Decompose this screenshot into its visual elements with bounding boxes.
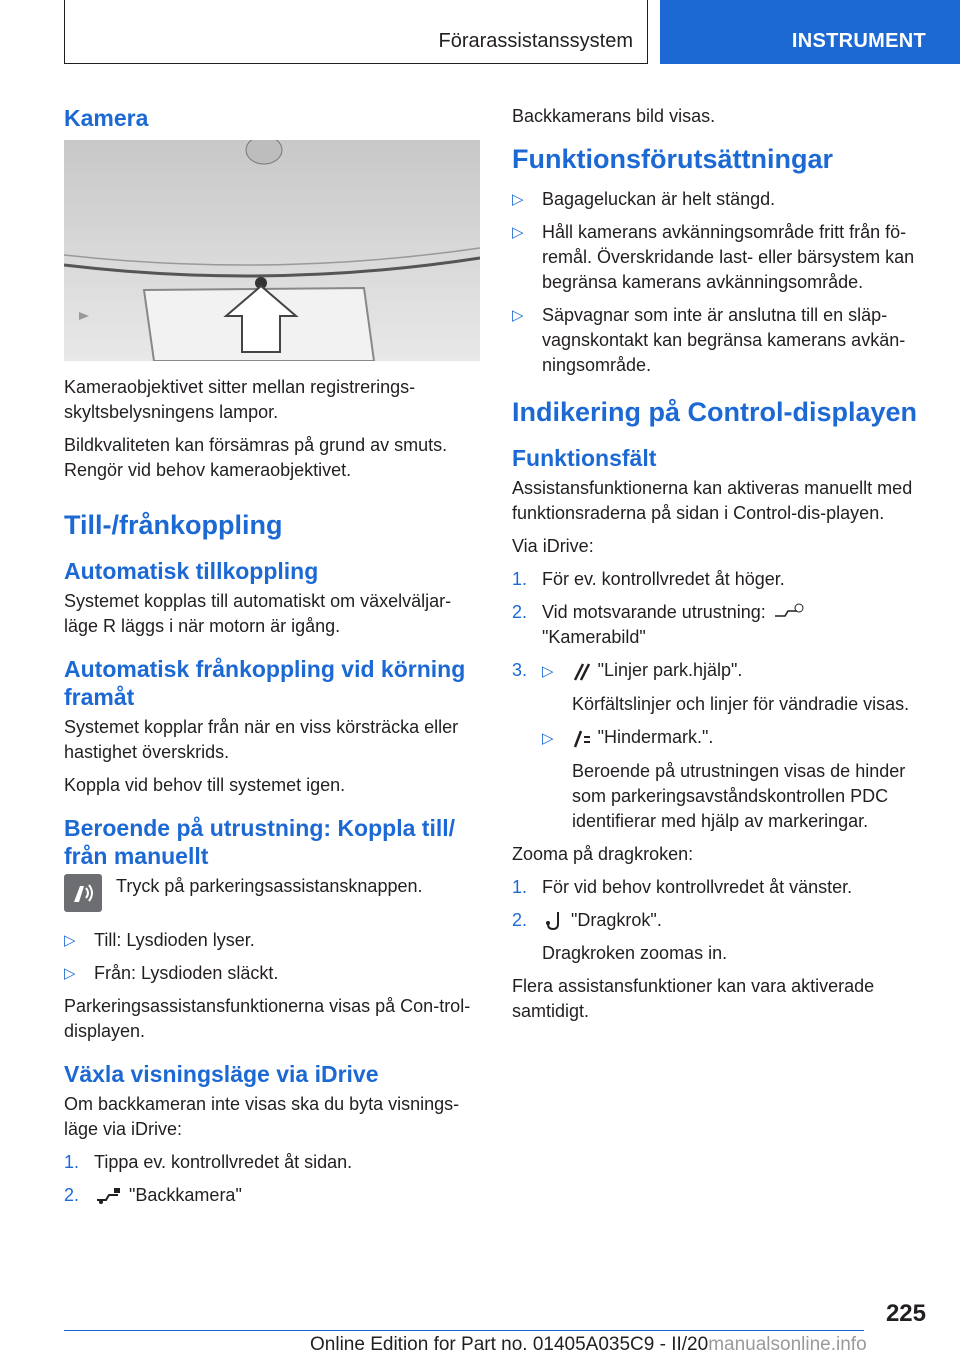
manual-text: Parkeringsassistansfunktionerna visas på Con-trol-displayen. <box>64 996 471 1041</box>
park-assist-button-text: Tryck på parkeringsassistansknappen. <box>116 876 423 896</box>
section-title: Förarassistanssystem <box>438 30 633 52</box>
heading-switch: Växla visningsläge via iDrive <box>64 1061 379 1087</box>
list-item: 3. ▷ "Linjer park.hjälp". Körfältslinjer och linjer för vändradie visas. ▷ "Hindermark.". Beroende på utrustningen visas de hinder som parkeringsavståndskontrollen PDC identifierar med hjälp av markeringar. <box>512 658 932 834</box>
requirements-list <box>512 187 932 378</box>
chapter-title: INSTRUMENT <box>791 30 926 52</box>
header-section-box <box>64 0 648 64</box>
auto-off-text-1: Systemet kopplar från när en viss körsträcka eller hastighet överskrids. <box>64 717 459 762</box>
bullet-icon: ▷ <box>512 307 524 324</box>
bullet-icon: ▷ <box>64 932 76 949</box>
bullet-icon: ▷ <box>512 224 524 241</box>
list-item: ▷ Från: Lysdioden släckt. <box>64 961 480 986</box>
left-column <box>64 100 480 1216</box>
heading-toggle: Till-/frånkoppling <box>64 510 283 540</box>
list-item: 2. Vid motsvarande utrustning: "Kamerabild" <box>512 600 932 650</box>
park-assist-button-row <box>64 874 480 912</box>
list-item: ▷ Bagageluckan är helt stängd. <box>512 187 932 212</box>
tow-hook-icon <box>542 910 566 932</box>
auto-off-text-2: Koppla vid behov till systemet igen. <box>64 775 346 795</box>
heading-auto-on: Automatisk tillkoppling <box>64 558 319 584</box>
tow-hook-description: Dragkroken zoomas in. <box>542 943 728 963</box>
bullet-icon: ▷ <box>542 663 554 680</box>
park-assist-button-icon <box>64 874 102 912</box>
right-column <box>512 100 932 1032</box>
function-field-text: Assistansfunktionerna kan aktiveras manuellt med funktionsraderna på sidan i Control-dis-playen. <box>512 478 913 523</box>
rear-camera-icon <box>94 1186 124 1206</box>
heading-auto-off: Automatisk frånkoppling vid körning framåt <box>64 656 466 710</box>
list-item: 1. För ev. kontrollvredet åt höger. <box>512 569 785 589</box>
list-item: 1. Tippa ev. kontrollvredet åt sidan. <box>64 1152 353 1172</box>
heading-kamera: Kamera <box>64 105 149 131</box>
list-item: ▷ Håll kamerans avkänningsområde fritt från fö-remål. Överskridande last- eller bärsystem kan begränsa kamerans avkänningsområde. <box>512 222 915 292</box>
lines-description: Körfältslinjer och linjer för vändradie visas. <box>572 694 910 714</box>
bullet-icon: ▷ <box>64 965 76 982</box>
idrive-steps <box>512 567 932 834</box>
list-item: 1. För vid behov kontrollvredet åt vänster. <box>512 877 853 897</box>
switch-text: Om backkameran inte visas ska du byta visnings-läge via iDrive: <box>64 1094 460 1139</box>
camera-view-icon <box>771 602 807 624</box>
switch-steps <box>64 1150 480 1208</box>
camera-text-2: Bildkvaliteten kan försämras på grund av smuts. Rengör vid behov kameraobjektivet. <box>64 435 448 480</box>
camera-text-1: Kameraobjektivet sitter mellan registrerings-skyltsbelysningens lampor. <box>64 377 416 422</box>
heading-function-field: Funktionsfält <box>512 445 657 471</box>
auto-on-text: Systemet kopplas till automatiskt om växelväljar-läge R läggs i när motorn är igång. <box>64 591 452 636</box>
camera-location-photo <box>64 140 480 361</box>
heading-manual: Beroende på utrustning: Koppla till/ från manuellt <box>64 815 455 869</box>
parking-lines-icon <box>571 660 593 682</box>
list-item: ▷ Säpvagnar som inte är anslutna till en släp-vagnskontakt kan begränsa kamerans avkän-ningsområde. <box>512 305 906 375</box>
header-chapter-tab[interactable] <box>660 0 960 64</box>
bullet-icon: ▷ <box>542 730 554 747</box>
zoom-steps <box>512 875 932 966</box>
watermark: manualsonline.info <box>708 1334 867 1355</box>
intro-text: Backkamerans bild visas. <box>512 106 716 126</box>
page-number: 225 <box>885 1300 926 1327</box>
outro-text: Flera assistansfunktioner kan vara aktiverade samtidigt. <box>512 976 875 1021</box>
list-item: 2. "Dragkrok". Dragkroken zoomas in. <box>512 908 932 966</box>
obstacle-marking-icon <box>571 727 593 749</box>
bullet-icon: ▷ <box>512 191 524 208</box>
obstacle-description: Beroende på utrustningen visas de hinder som parkeringsavståndskontrollen PDC identifierar med hjälp av markeringar. <box>572 761 906 831</box>
zoom-text: Zooma på dragkroken: <box>512 844 694 864</box>
heading-requirements: Funktionsförutsättningar <box>512 144 833 174</box>
footer-divider <box>64 1330 864 1331</box>
manual-list <box>64 928 480 986</box>
list-item: 2. "Backkamera" <box>64 1185 242 1205</box>
list-item: ▷ Till: Lysdioden lyser. <box>64 928 480 953</box>
heading-display: Indikering på Control-displayen <box>512 397 918 427</box>
via-idrive-text: Via iDrive: <box>512 536 594 556</box>
footer-edition: Online Edition for Part no. 01405A035C9 - II/20manualsonline.info <box>310 1334 867 1355</box>
